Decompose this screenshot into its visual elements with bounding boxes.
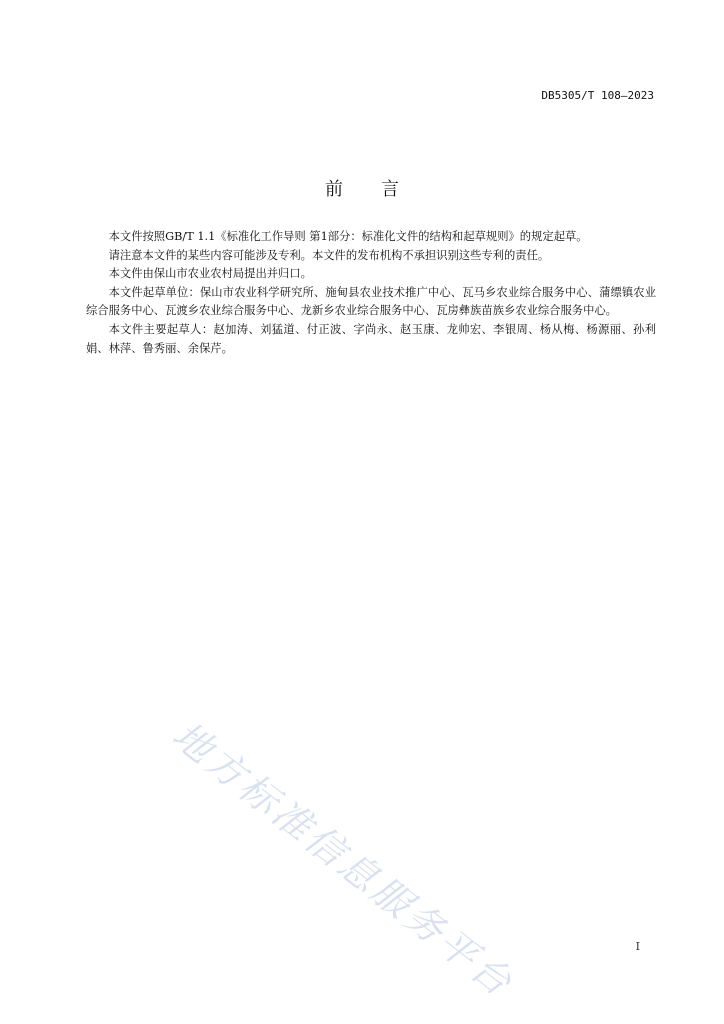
page-title: 前言: [325, 179, 437, 201]
paragraph-drafters: 本文件主要起草人：赵加涛、刘猛道、付正波、字尚永、赵玉康、龙帅宏、李银周、杨从梅、杨源丽、孙利娟、林萍、鲁秀丽、余保芹。: [86, 322, 656, 355]
watermark: 地方标准信息服务平台: [164, 712, 523, 1007]
paragraph-drafting-units: 本文件起草单位：保山市农业科学研究所、施甸县农业技术推广中心、瓦马乡农业综合服务中心、蒲缥镇农业综合服务中心、瓦渡乡农业综合服务中心、龙新乡农业综合服务中心、瓦房彝族苗族乡农业综合服务中心。: [86, 285, 656, 318]
paragraph-drafting-basis: 本文件按照GB/T 1.1《标准化工作导则 第1部分：标准化文件的结构和起草规则》的规定起草。: [108, 230, 588, 243]
paragraph-proposer: 本文件由保山市农业农村局提出并归口。: [108, 267, 312, 281]
document-code: DB5305/T 108—2023: [541, 89, 654, 102]
page-number: I: [635, 940, 640, 953]
foreword-body: [86, 228, 656, 358]
paragraph-patent-notice: 请注意本文件的某些内容可能涉及专利。本文件的发布机构不承担识别这些专利的责任。: [108, 248, 550, 262]
